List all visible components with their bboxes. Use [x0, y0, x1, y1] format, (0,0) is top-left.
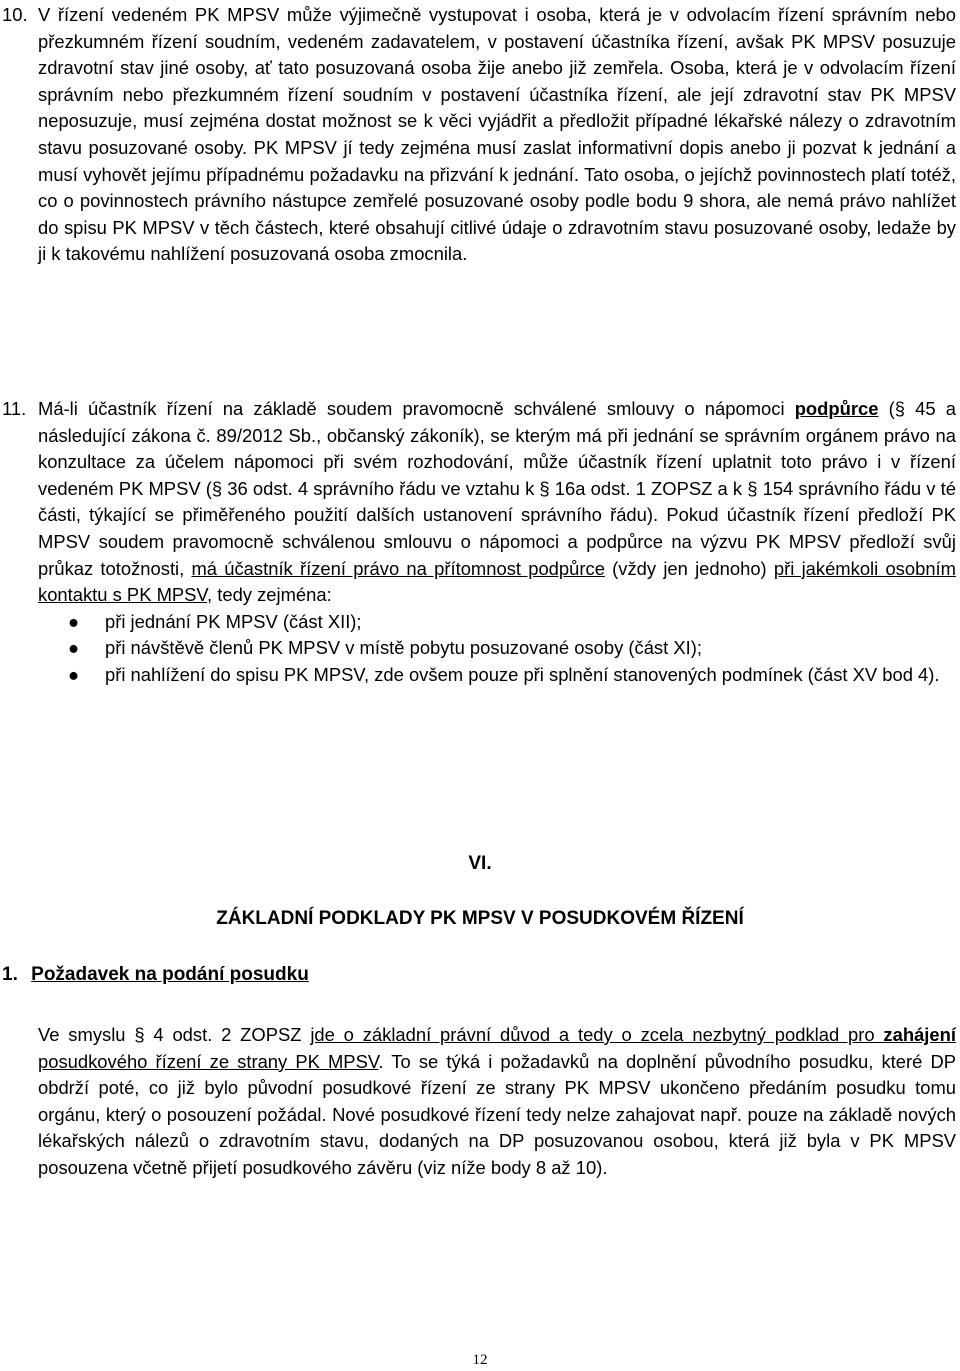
list-item [38, 662, 956, 689]
item-11 [2, 396, 956, 689]
subheading-title: Požadavek na podání posudku [31, 964, 309, 985]
subheading [2, 964, 309, 986]
bullet-icon: ● [68, 637, 80, 659]
item-11-text-4: , tedy zejména: [207, 584, 332, 606]
paragraph-text-2: . To se týká i požadavků na doplnění původního posudku, které DP obdrží poté, co již bylo původní posudkové řízení ze strany PK MPSV ukončeno předáním posudku tomu orgánu, který o posouzení požádal. Nové posudkové řízení tedy nelze zahajovat např. pouze na základě nových lékařských nálezů o zdravotním stavu, dodaných na DP posuzovanou osobou, která již byla v PK MPSV posouzena včetně přijetí posudkového závěru (viz níže body 8 až 10). [38, 1050, 956, 1178]
item-11-text-1: Má-li účastník řízení na základě soudem pravomocně schválené smlouvy o nápomoci [38, 398, 795, 419]
item-10 [2, 2, 956, 268]
item-number: 10. [2, 4, 28, 25]
paragraph-underlined-bold: zahájení [883, 1024, 956, 1045]
item-11-underlined-contact: při jakémkoli osobním kontaktu s PK MPSV [38, 557, 956, 606]
section-title: ZÁKLADNÍ PODKLADY PK MPSV V POSUDKOVÉM ŘÍZENÍ [216, 908, 744, 929]
item-11-underlined-right: má účastník řízení právo na přítomnost podpůrce [191, 557, 605, 579]
bullet-list [38, 609, 956, 689]
list-item-text: při nahlížení do spisu PK MPSV, zde ovšem pouze při splnění stanovených podmínek (část XV bod 4). [105, 663, 940, 685]
paragraph [38, 1022, 956, 1182]
page-number: 12 [472, 1352, 488, 1368]
list-item [38, 609, 956, 636]
paragraph-underlined-1: jde o základní právní důvod a tedy o zcela nezbytný podklad pro [310, 1024, 884, 1045]
item-11-text-2: (§ 45 a následující zákona č. 89/2012 Sb., občanský zákoník), se kterým má při jednání se správním orgánem právo na konzultace za účelem nápomoci při svém rozhodování, může účastník řízení uplatnit toto právo i v řízení vedeném PK MPSV (§ 36 odst. 4 správního řádu ve vztahu k § 16a odst. 1 ZOPSZ a k § 154 správního řádu v té části, týkající se přiměřeného použití dalších ustanovení správního řádu). Pokud účastník řízení předloží PK MPSV soudem pravomocně schválenou smlouvu o nápomoci a podpůrce na výzvu PK MPSV předloží svůj průkaz totožnosti, [38, 398, 956, 579]
list-item [38, 635, 956, 662]
bullet-icon: ● [68, 663, 80, 685]
list-item-text: při jednání PK MPSV (část XII); [105, 610, 362, 632]
section-number: VI. [468, 853, 492, 874]
paragraph-text-1: Ve smyslu § 4 odst. 2 ZOPSZ [38, 1024, 311, 1045]
subheading-number: 1. [2, 964, 18, 985]
item-10-text: V řízení vedeném PK MPSV může výjimečně vystupovat i osoba, která je v odvolacím řízení správním nebo přezkumném řízení soudním, vedeném zadavatelem, v postavení účastníka řízení, avšak PK MPSV posuzuje zdravotní stav jiné osoby, ať tato posuzovaná osoba žije anebo již zemřela. Osoba, která je v odvolacím řízení správním nebo přezkumném řízení soudním v postavení účastníka řízení, ale její zdravotní stav PK MPSV neposuzuje, musí zejména dostat možnost se k věci vyjádřit a předložit případné lékařské nálezy o zdravotním stavu posuzované osoby. PK MPSV jí tedy zejména musí zaslat informativní dopis anebo ji pozvat k jednání a musí vyhovět jejímu případnému požadavku na přizvání k jednání. Tato osoba, o jejíchž povinnostech platí totéž, co o povinnostech právního nástupce zemřelé posuzované osoby podle bodu 9 shora, ale nemá právo nahlížet do spisu PK MPSV v těch částech, které obsahují citlivé údaje o zdravotním stavu posuzované osoby, ledaže by ji k takovému nahlížení posuzovaná osoba zmocnila. [38, 4, 956, 265]
list-item-text: při návštěvě členů PK MPSV v místě pobytu posuzované osoby (část XI); [105, 637, 702, 659]
bullet-icon: ● [68, 610, 80, 632]
item-11-underlined-term: podpůrce [794, 398, 879, 419]
item-11-text-3: (vždy jen jednoho) [604, 557, 774, 579]
paragraph-underlined-2: posudkového řízení ze strany PK MPSV [38, 1050, 379, 1072]
item-number: 11. [2, 398, 27, 419]
